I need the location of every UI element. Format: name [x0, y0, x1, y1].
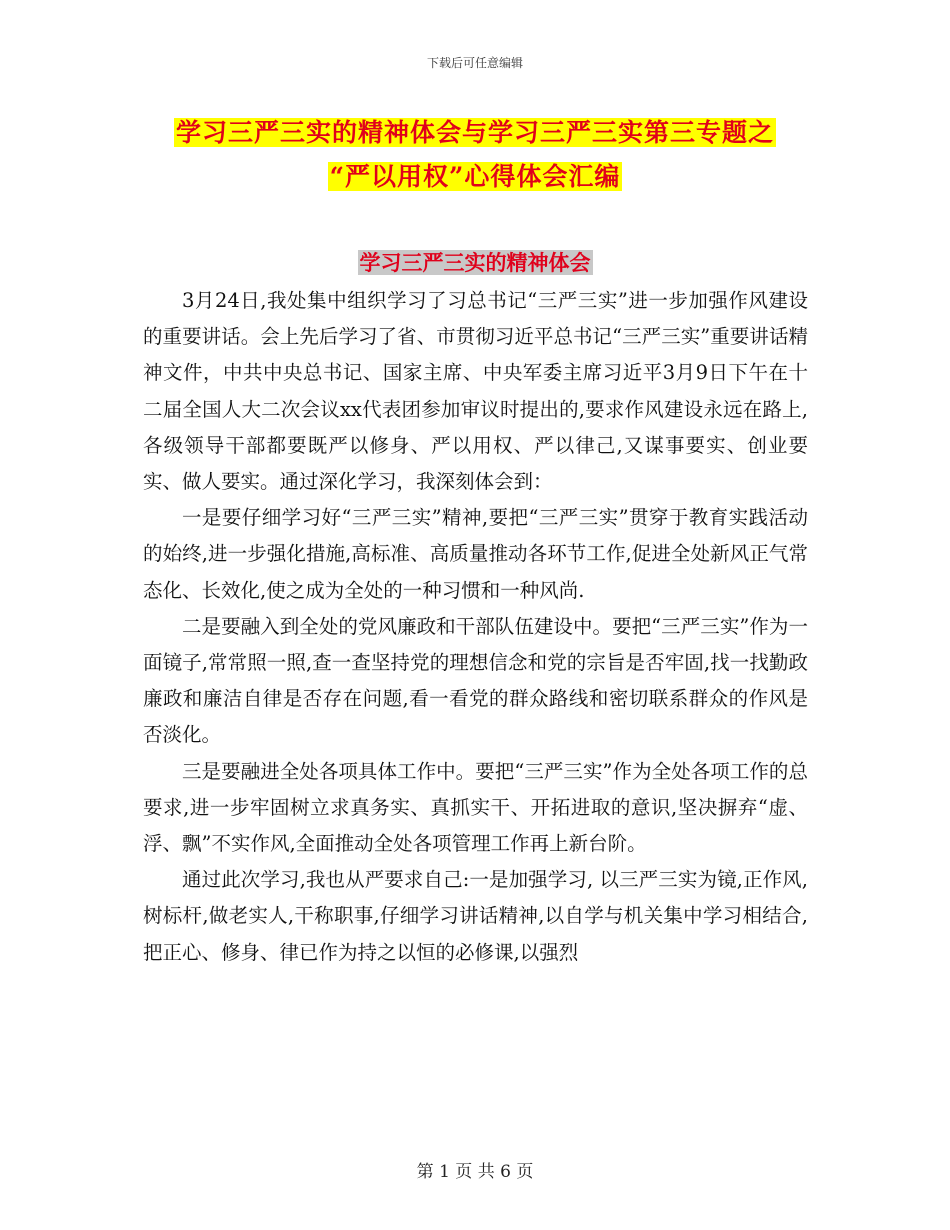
paragraph-point-three: 三是要融进全处各项具体工作中。要把“三严三实”作为全处各项工作的总要求,进一步牢固树立求真务实、真抓实干、开拓进取的意识,坚决摒弃“虚、浮、飘”不实作风,全面推动全处各项管理工作再上新台阶。 — [143, 759, 808, 856]
paragraph-point-one: 一是要仔细学习好“三严三实”精神,要把“三严三实”贯穿于教育实践活动的始终,进一步强化措施,高标准、高质量推动各环节工作,促进全处新风正气常态化、长效化,使之成为全处的一种习惯和一种风尚. — [143, 506, 808, 602]
header-note: 下载后可任意编辑 — [426, 56, 523, 70]
paragraph-point-two: 二是要融入到全处的党风廉政和干部队伍建设中。要把“三严三实”作为一面镜子,常常照一照,查一查坚持党的理想信念和党的宗旨是否牢固,找一找勤政廉政和廉洁自律是否存在问题,看一看党的群众路线和密切联系群众的作风是否淡化。 — [143, 614, 808, 747]
paragraph-intro: 3月24日,我处集中组织学习了习总书记“三严三实”进一步加强作风建设的重要讲话。会上先后学习了省、市贯彻习近平总书记“三严三实”重要讲话精神文件，中共中央总书记、国家主席、中央军委主席习近平3月9日下午在十二届全国人大二次会议xx代表团参加审议时提出的,要求作风建设永远在路上,各级领导干部都要既严以修身、严以用权、严以律己,又谋事要实、创业要实、做人要实。通过深化学习，我深刻体会到： — [143, 289, 808, 494]
paragraph-self-requirements: 通过此次学习,我也从严要求自己:一是加强学习, 以三严三实为镜,正作风,树标杆,做老实人,干称职事,仔细学习讲话精神,以自学与机关集中学习相结合,把正心、修身、律已作为持之以恒的必修课,以强烈 — [143, 868, 808, 964]
section-title — [0, 247, 950, 277]
page-footer: 第 1 页 共 6 页 — [416, 1162, 534, 1182]
document-title-line-2 — [0, 157, 950, 193]
document-title-line-1-text: 学习三严三实的精神体会与学习三严三实第三专题之 — [175, 118, 774, 147]
document-title-line-2-text: “严以用权”心得体会汇编 — [329, 162, 621, 191]
document-body — [143, 283, 808, 971]
section-title-text: 学习三严三实的精神体会 — [359, 250, 591, 275]
document-title-line-1 — [0, 113, 950, 149]
